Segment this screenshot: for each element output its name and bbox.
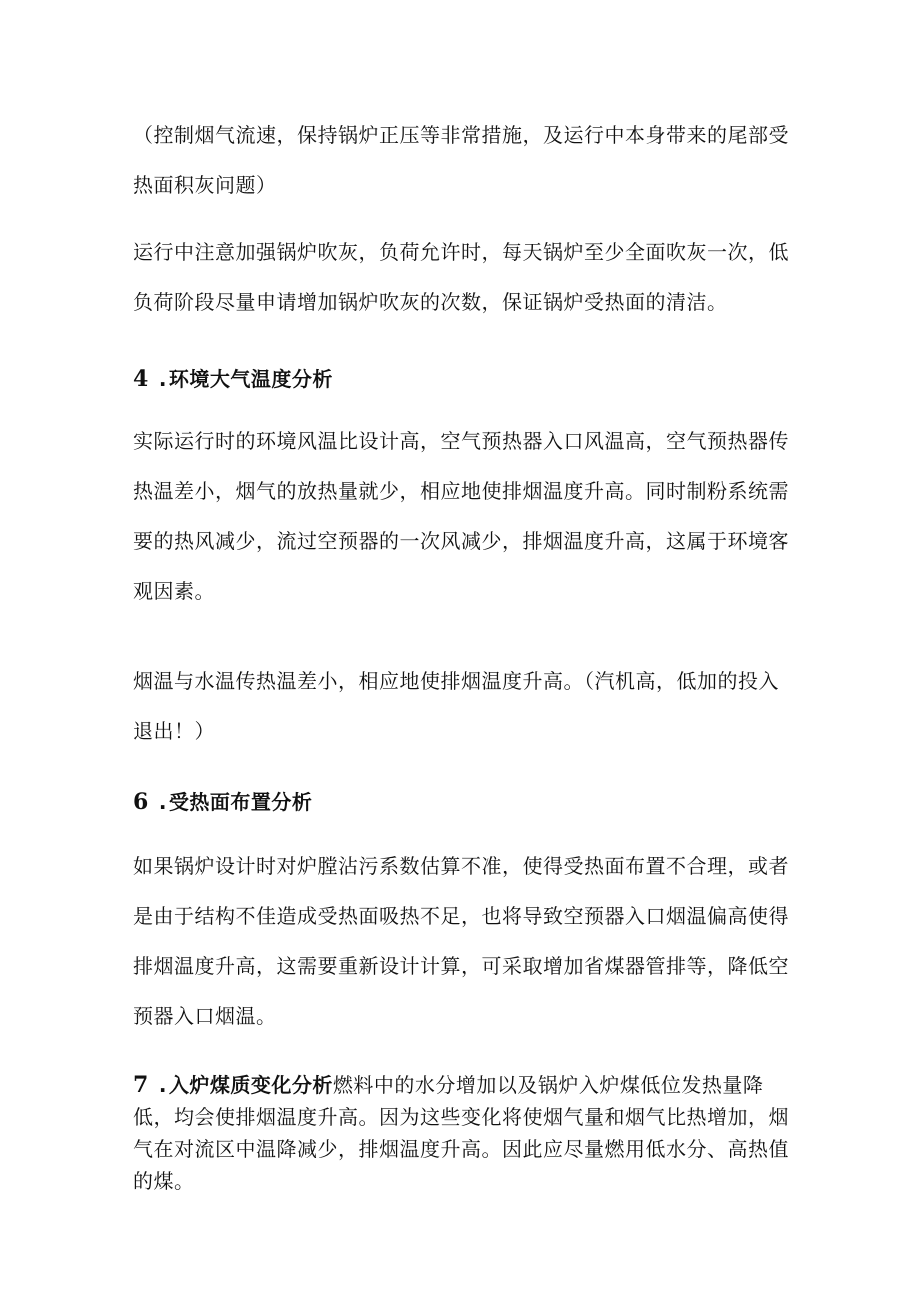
paragraph-ambient-temperature [133, 416, 798, 616]
paragraph-text: 实际运行时的环境风温比设计高，空气预热器入口风温高，空气预热器传热温差小，烟气的放热量就少，相应地使排烟温度升高。同时制粉系统需要的热风减少，流过空预器的一次风减少，排烟温度升高，这属于环境客观因素。 [133, 429, 789, 603]
paragraph-text: 运行中注意加强锅炉吹灰，负荷允许时，每天锅炉至少全面吹灰一次，低负荷阶段尽量申请增加锅炉吹灰的次数，保证锅炉受热面的清洁。 [133, 240, 789, 314]
paragraph-text: 燃料中的水分增加以及锅炉入炉煤低位发热量降低，均会使排烟温度升高。因为这些变化将使烟气量和烟气比热增加，烟气在对流区中温降减少，排烟温度升高。因此应尽量燃用低水分、高热值的煤。 [133, 1073, 789, 1193]
paragraph-text: 烟温与水温传热温差小，相应地使排烟温度升高。（汽机高，低加的投入退出！） [133, 669, 779, 743]
section-dot: . [158, 367, 167, 391]
paragraph-heating-surface-layout [133, 841, 798, 1041]
section-dot: . [158, 1073, 167, 1097]
section-heading-6 [133, 782, 798, 822]
section-number: 6 [133, 789, 149, 815]
paragraph-ash-deposition-note [133, 110, 798, 210]
section-number: 7 [133, 1072, 149, 1098]
paragraph-text: （控制烟气流速，保持锅炉正压等非常措施，及运行中本身带来的尾部受热面积灰问题） [133, 123, 789, 197]
section-7-coal-quality [133, 1069, 798, 1197]
section-title: 入炉煤质变化分析 [168, 1073, 333, 1097]
section-number: 4 [133, 366, 149, 392]
paragraph-sootblowing [133, 227, 798, 327]
section-title: 环境大气温度分析 [168, 367, 333, 391]
section-dot: . [158, 790, 167, 814]
paragraph-heat-transfer-difference [133, 656, 798, 756]
section-heading-4 [133, 359, 798, 399]
paragraph-text: 如果锅炉设计时对炉膛沾污系数估算不准，使得受热面布置不合理，或者是由于结构不佳造成受热面吸热不足，也将导致空预器入口烟温偏高使得排烟温度升高，这需要重新设计计算，可采取增加省煤器管排等，降低空预器入口烟温。 [133, 854, 789, 1028]
section-title: 受热面布置分析 [168, 790, 313, 814]
